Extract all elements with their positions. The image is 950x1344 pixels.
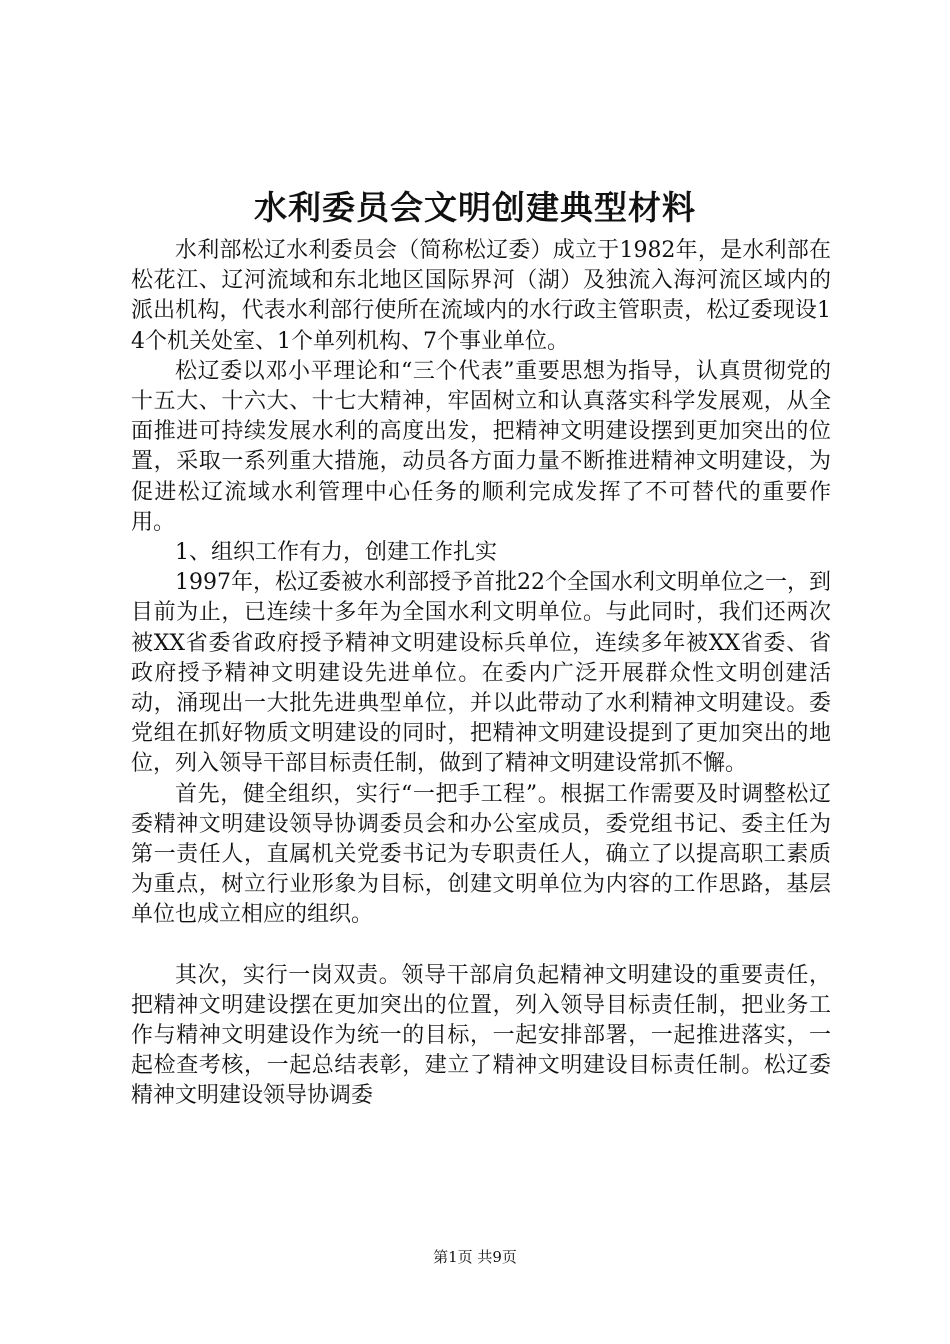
paragraph-second-measure: 其次，实行一岗双责。领导干部肩负起精神文明建设的重要责任，把精神文明建设摆在更加突出的位置，列入领导目标责任制，把业务工作与精神文明建设作为统一的目标，一起安排部署，一起推进落实，一起检查考核，一起总结表彰，建立了精神文明建设目标责任制。松辽委精神文明建设领导协调委 bbox=[131, 962, 831, 1109]
paragraph-intro: 水利部松辽水利委员会（简称松辽委）成立于1982年，是水利部在松花江、辽河流域和东北地区国际界河（湖）及独流入海河流区域内的派出机构，代表水利部行使所在流域内的水行政主管职责，松辽委现设14个机关处室、1个单列机构、7个事业单位。 bbox=[131, 238, 831, 354]
page-number-footer: 第1页 共9页 bbox=[433, 1248, 517, 1266]
paragraph-first-measure: 首先，健全组织，实行“一把手工程”。根据工作需要及时调整松辽委精神文明建设领导协调委员会和办公室成员，委党组书记、委主任为第一责任人，直属机关党委书记为专职责任人，确立了以提高职工素质为重点，树立行业形象为目标，创建文明单位为内容的工作思路，基层单位也成立相应的组织。 bbox=[131, 781, 831, 928]
paragraph-guiding-thought: 松辽委以邓小平理论和“三个代表”重要思想为指导，认真贯彻党的十五大、十六大、十七大精神，牢固树立和认真落实科学发展观，从全面推进可持续发展水利的高度出发，把精神文明建设摆到更加突出的位置，采取一系列重大措施，动员各方面力量不断推进精神文明建设，为促进松辽流域水利管理中心任务的顺利完成发挥了不可替代的重要作用。 bbox=[131, 358, 831, 535]
paragraph-honors: 1997年，松辽委被水利部授予首批22个全国水利文明单位之一，到目前为止，已连续十多年为全国水利文明单位。与此同时，我们还两次被XX省委省政府授予精神文明建设标兵单位，连续多年被XX省委、省政府授予精神文明建设先进单位。在委内广泛开展群众性文明创建活动，涌现出一大批先进典型单位，并以此带动了水利精神文明建设。委党组在抓好物质文明建设的同时，把精神文明建设提到了更加突出的地位，列入领导干部目标责任制，做到了精神文明建设常抓不懈。 bbox=[131, 570, 832, 777]
section-heading-1: 1、组织工作有力，创建工作扎实 bbox=[175, 540, 497, 566]
document-title: 水利委员会文明创建典型材料 bbox=[254, 188, 696, 227]
document-body bbox=[131, 236, 831, 1112]
